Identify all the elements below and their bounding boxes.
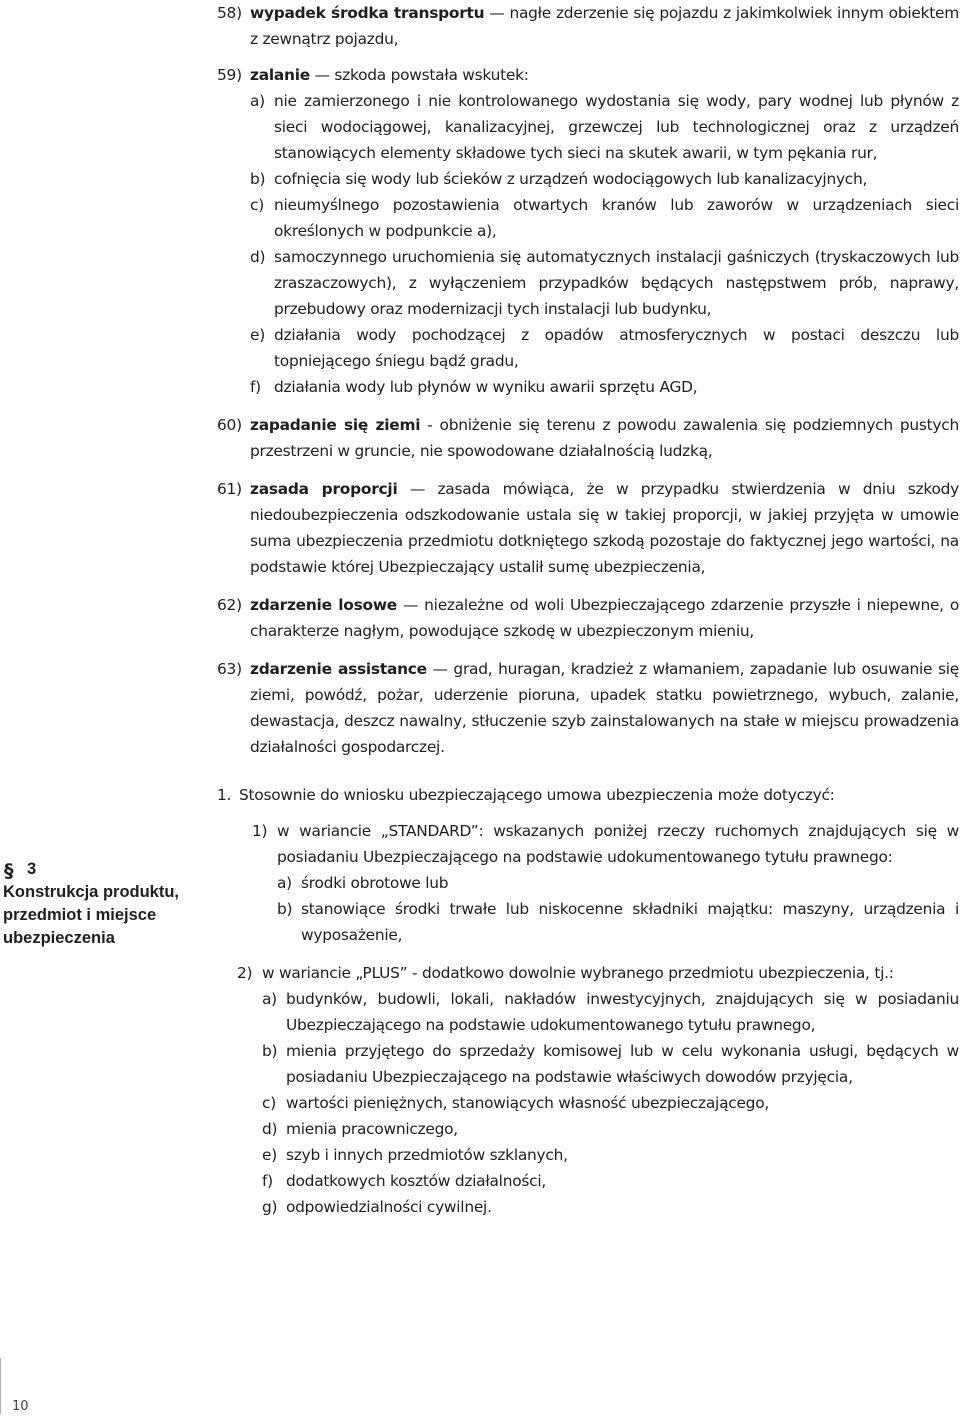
list-item: g) odpowiedzialności cywilnej. — [262, 1198, 492, 1216]
variant-number: 1) — [252, 822, 268, 840]
definition-term: zasada proporcji — [250, 480, 398, 498]
definition-60 — [217, 412, 959, 464]
variant-standard — [252, 818, 959, 948]
list-item: d) samoczynnego uruchomienia się automatycznych instalacji gaśniczych (tryskaczowych lub zraszaczowych), z wyłączeniem przypadków będących następstwem prób, naprawy, przebudowy oraz modernizacji tych instalacji lub budynku, — [250, 248, 959, 318]
variant-text: w wariancie „STANDARD”: wskazanych poniżej rzeczy ruchomych znajdujących się w posiadaniu Ubezpieczającego na podstawie udokumentowanego tytułu prawnego: — [277, 822, 959, 866]
definition-text: — szkoda powstała wskutek: — [309, 66, 529, 84]
definition-term: wypadek środka transportu — [250, 4, 485, 22]
document-body — [217, 0, 959, 1220]
definition-62 — [217, 592, 959, 644]
list-item: f) dodatkowych kosztów działalności, — [262, 1172, 547, 1190]
definition-59 — [217, 62, 959, 400]
section-title: Konstrukcja produktu, przedmiot i miejsce ubezpieczenia — [3, 883, 180, 947]
definition-number: 60) — [217, 416, 242, 434]
definition-term: zapadanie się ziemi — [250, 416, 421, 434]
definition-number: 61) — [217, 480, 242, 498]
section-intro — [217, 782, 959, 808]
section-heading — [3, 858, 208, 881]
definition-text: — zasada mówiąca, że w przypadku stwierdzenia w dniu szkody niedoubezpieczenia odszkodowanie ustala się w takiej proporcji, w jakiej przyjęta w umowie suma ubezpieczenia przedmiotu dotkniętego szkodą pozostaje do faktycznej jego wartości, na podstawie której Ubezpieczający ustalił sumę ubezpieczenia, — [250, 480, 960, 576]
list-item: e) szyb i innych przedmiotów szklanych, — [262, 1146, 568, 1164]
list-item: c) wartości pieniężnych, stanowiących własność ubezpieczającego, — [262, 1094, 770, 1112]
definition-term: zdarzenie assistance — [250, 660, 427, 678]
list-item: b) cofnięcia się wody lub ścieków z urządzeń wodociągowych lub kanalizacyjnych, — [250, 170, 868, 188]
definition-text: — nagłe zderzenie się pojazdu z jakimkolwiek innym obiektem z zewnątrz pojazdu, — [250, 4, 959, 48]
definition-number: 59) — [217, 66, 242, 84]
definition-text: — niezależne od woli Ubezpieczającego zdarzenie przyszłe i niepewne, o charakterze nagłym, powodujące szkodę w ubezpieczonym mieniu, — [250, 596, 959, 640]
section-sidebar — [3, 858, 208, 950]
definition-number: 58) — [217, 4, 242, 22]
paragraph-number: 1. — [217, 786, 232, 804]
list-item: a) środki obrotowe lub — [277, 874, 449, 892]
list-item: c) nieumyślnego pozostawienia otwartych kranów lub zaworów w urządzeniach sieci określonych w podpunkcie a), — [250, 196, 959, 240]
list-item: d) mienia pracowniczego, — [262, 1120, 458, 1138]
definition-63 — [217, 656, 959, 760]
definition-text: — grad, huragan, kradzież z włamaniem, zapadanie lub osuwanie się ziemi, powódź, pożar, uderzenie pioruna, upadek statku powietrznego, wybuch, zalanie, dewastacja, deszcz nawalny, stłuczenie szyb zainstalowanych na stałe w miejscu prowadzenia działalności gospodarczej. — [250, 660, 960, 756]
list-item: f) działania wody lub płynów w wyniku awarii sprzętu AGD, — [250, 378, 698, 396]
paragraph-text: Stosownie do wniosku ubezpieczającego umowa ubezpieczenia może dotyczyć: — [239, 786, 835, 804]
section-number: 3 — [27, 860, 37, 878]
definition-term: zdarzenie losowe — [250, 596, 397, 614]
definition-61 — [217, 476, 959, 580]
list-item: e) działania wody pochodzącej z opadów atmosferycznych w postaci deszczu lub topniejącego śniegu bądź gradu, — [250, 326, 959, 370]
svg-text:§: § — [4, 859, 14, 880]
list-item: b) mienia przyjętego do sprzedaży komisowej lub w celu wykonania usługi, będących w posiadaniu Ubezpieczającego na podstawie właściwych dowodów przyjęcia, — [262, 1042, 959, 1086]
list-item: a) nie zamierzonego i nie kontrolowanego wydostania się wody, pary wodnej lub płynów z sieci wodociągowej, kanalizacyjnej, grzewczej lub technologicznej oraz z urządzeń stanowiących elementy składowe tych sieci na skutek awarii, w tym pękania rur, — [250, 92, 959, 162]
page-margin-rule — [0, 1358, 1, 1414]
variant-text: w wariancie „PLUS” - dodatkowo dowolnie wybranego przedmiotu ubezpieczenia, tj.: — [262, 964, 894, 982]
definition-term: zalanie — [250, 66, 310, 84]
definition-58 — [217, 0, 959, 52]
definition-text: - obniżenie się terenu z powodu zawalenia się podziemnych pustych przestrzeni w gruncie, nie spowodowane działalnością ludzką, — [250, 416, 960, 460]
variant-plus — [217, 960, 959, 1220]
definition-number: 62) — [217, 596, 242, 614]
variant-number: 2) — [237, 964, 253, 982]
list-item: b) stanowiące środki trwałe lub niskocenne składniki majątku: maszyny, urządzenia i wyposażenie, — [277, 900, 959, 944]
list-item: a) budynków, budowli, lokali, nakładów inwestycyjnych, znajdujących się w posiadaniu Ubezpieczającego na podstawie udokumentowanego tytułu prawnego, — [262, 990, 959, 1034]
page-number: 10 — [12, 1399, 29, 1414]
definition-number: 63) — [217, 660, 242, 678]
section-sign-icon — [3, 860, 21, 880]
